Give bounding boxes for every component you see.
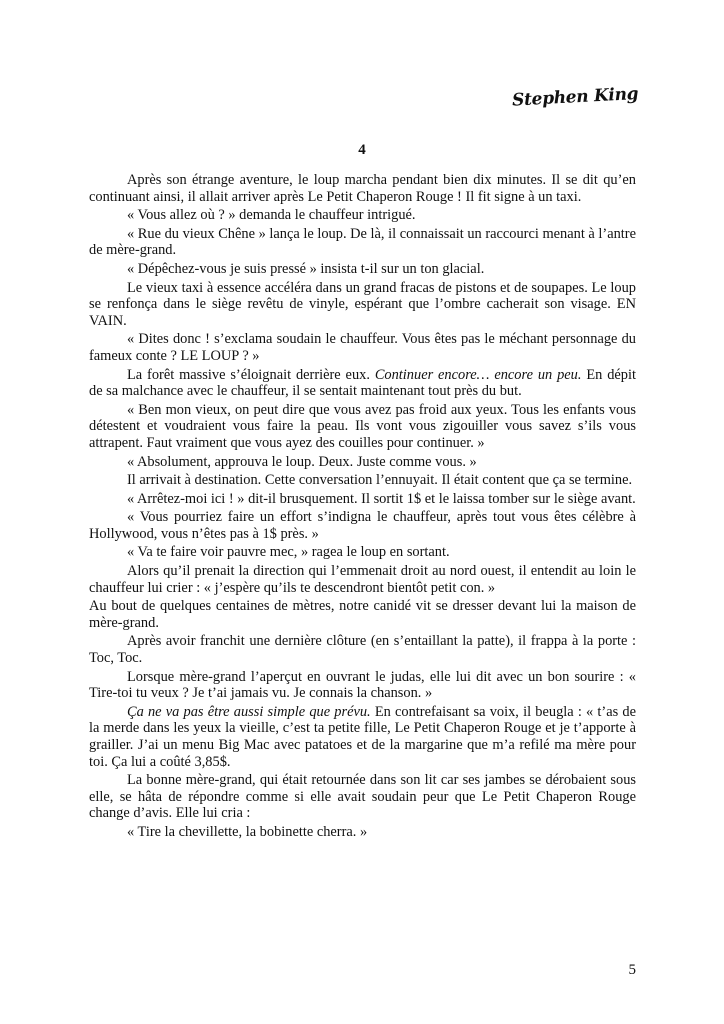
- text-segment: En contrefaisant sa voix, il beugla : « t’as de la merde dans les yeux la vieille, c’est ta petite fille, Le Petit Chaperon Rouge et je t’apporte à grailler. J’ai un menu Big Mac avec patatoes et de la margarine que m’a refilé ma mère pour toi. Ça lui a coûté 3,85$.: [89, 703, 636, 770]
- text-segment: « Arrêtez-moi ici ! » dit-il brusquement. Il sortit 1$ et le laissa tomber sur le siège avant.: [127, 490, 636, 507]
- text-segment: Alors qu’il prenait la direction qui l’emmenait droit au nord ouest, il entendit au loin le chauffeur lui crier : « j’espère qu’ils te descendront bientôt petit con. »: [89, 563, 636, 596]
- paragraph: [89, 669, 636, 702]
- page-number: 5: [628, 962, 636, 978]
- paragraph: [89, 280, 636, 330]
- text-segment: « Dites donc ! s’exclama soudain le chauffeur. Vous êtes pas le méchant personnage du fameux conte ? LE LOUP ? »: [89, 331, 636, 364]
- paragraph: [89, 261, 636, 278]
- paragraph: [89, 544, 636, 561]
- paragraph: [89, 633, 636, 666]
- text-segment: « Vous allez où ? » demanda le chauffeur intrigué.: [127, 207, 416, 224]
- text-segment: Au bout de quelques centaines de mètres, notre canidé vit se dresser devant lui la maison de mère-grand.: [89, 598, 636, 631]
- chapter-body: [89, 172, 636, 843]
- text-segment: En dépit de sa malchance avec le chauffeur, il se sentait maintenant tout près du but.: [89, 366, 636, 400]
- text-segment: Le vieux taxi à essence accéléra dans un grand fracas de pistons et de soupapes. Le loup se renfonça dans le siège revêtu de vinyle, espérant que l’ombre cacherait son visage. EN VAIN.: [89, 279, 636, 329]
- chapter-number: 4: [358, 142, 366, 158]
- paragraph: [89, 509, 636, 542]
- text-segment: « Rue du vieux Chêne » lança le loup. De là, il connaissait un raccourci menant à l’antre de mère-grand.: [89, 225, 636, 259]
- paragraph: [89, 598, 636, 631]
- text-segment: « Tire la chevillette, la bobinette cherra. »: [127, 823, 368, 840]
- paragraph: [89, 172, 636, 205]
- italic-text-segment: Continuer encore… encore un peu.: [374, 366, 582, 383]
- text-segment: Il arrivait à destination. Cette conversation l’ennuyait. Il était content que ça se termine.: [127, 472, 633, 489]
- text-segment: Après avoir franchit une dernière clôture (en s’entaillant la patte), il frappa à la porte : Toc, Toc.: [89, 633, 636, 667]
- paragraph: [89, 563, 636, 596]
- paragraph: [89, 454, 636, 471]
- paragraph: [89, 704, 636, 770]
- text-segment: Lorsque mère-grand l’aperçut en ouvrant le judas, elle lui dit avec un bon sourire : « Tire-toi tu veux ? Je t’ai jamais vu. Je connais la chanson. »: [89, 668, 636, 702]
- paragraph: [89, 207, 636, 224]
- text-segment: « Ben mon vieux, on peut dire que vous avez pas froid aux yeux. Tous les enfants vous détestent et voudraient vous faire la peau. Ils vont vous zigouiller vous savez s’ils vous attrapent. Faut vraiment que vous ayez des couilles pour continuer. »: [89, 401, 636, 451]
- running-header-author: Stephen King: [511, 84, 639, 111]
- paragraph: [89, 824, 636, 841]
- paragraph: [89, 472, 636, 489]
- paragraph: [89, 402, 636, 452]
- italic-text-segment: Ça ne va pas être aussi simple que prévu.: [127, 703, 371, 720]
- text-segment: Après son étrange aventure, le loup marcha pendant bien dix minutes. Il se dit qu’en continuant ainsi, il allait arriver après Le Petit Chaperon Rouge ! Il fit signe à un taxi.: [89, 172, 636, 205]
- paragraph: [89, 331, 636, 364]
- paragraph: [89, 772, 636, 822]
- paragraph: [89, 367, 636, 400]
- text-segment: « Absolument, approuva le loup. Deux. Juste comme vous. »: [127, 453, 477, 470]
- text-segment: « Dépêchez-vous je suis pressé » insista t-il sur un ton glacial.: [127, 260, 485, 277]
- text-segment: « Va te faire voir pauvre mec, » ragea le loup en sortant.: [127, 544, 450, 561]
- paragraph: [89, 226, 636, 259]
- text-segment: La bonne mère-grand, qui était retournée dans son lit car ses jambes se dérobaient sous elle, se hâta de répondre comme si elle avait soudain peur que Le Petit Chaperon Rouge change d’avis. Elle lui cria :: [89, 772, 636, 822]
- paragraph: [89, 491, 636, 508]
- text-segment: « Vous pourriez faire un effort s’indigna le chauffeur, après tout vous êtes célèbre à Hollywood, vous n’êtes pas à 1$ près. »: [89, 509, 636, 542]
- text-segment: La forêt massive s’éloignait derrière eux.: [127, 366, 375, 383]
